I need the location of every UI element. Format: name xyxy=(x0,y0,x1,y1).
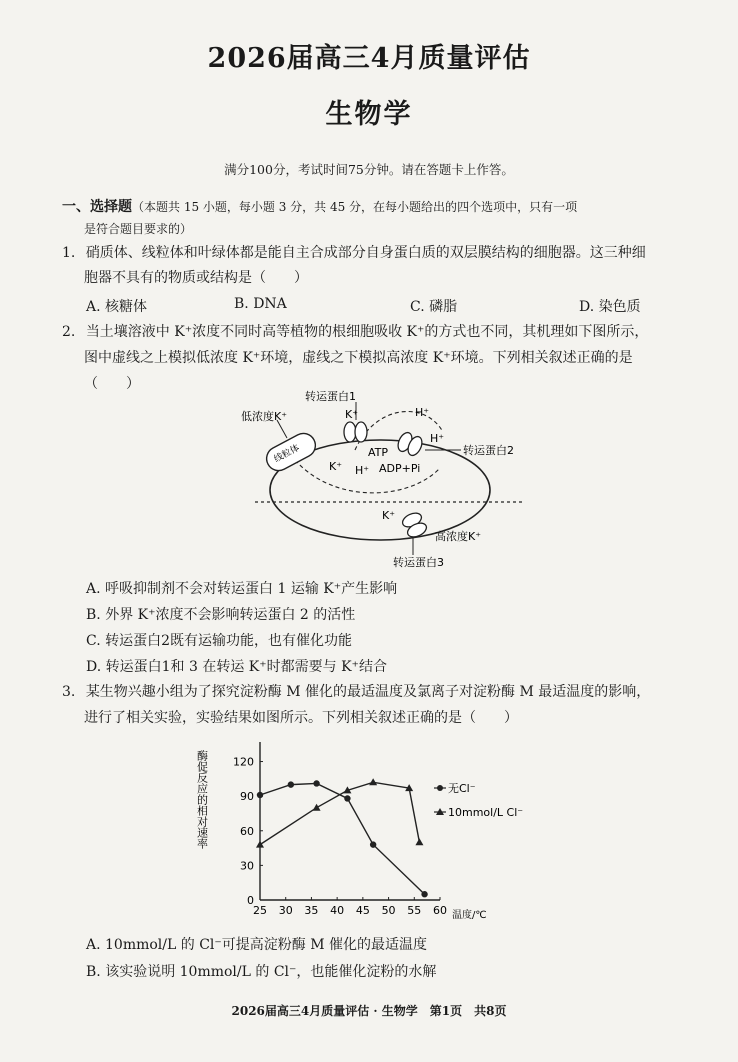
data-point-circle xyxy=(288,781,294,787)
chart-xlabel: 温度/℃ xyxy=(452,910,487,921)
data-point-triangle xyxy=(415,838,423,845)
data-point-triangle xyxy=(256,841,264,848)
data-point-triangle xyxy=(313,804,321,811)
legend-label-no-cl: 无Cl⁻ xyxy=(448,782,476,795)
x-tick-label: 45 xyxy=(355,904,370,917)
label-k-ion-2: K⁺ xyxy=(329,460,343,473)
chart-ticks xyxy=(233,756,447,917)
option-c: C. 转运蛋白2既有运输功能，也有催化功能 xyxy=(86,633,353,649)
data-point-circle xyxy=(344,795,350,801)
question-2-line3: （ ） xyxy=(84,376,140,392)
option-b: B. 该实验说明 10mmol/L 的 Cl⁻，也能催化淀粉的水解 xyxy=(86,964,437,980)
label-adp: ADP+Pi xyxy=(379,462,421,475)
section-heading xyxy=(62,197,577,217)
y-tick-label: 60 xyxy=(240,824,254,838)
data-point-circle xyxy=(370,841,376,847)
series-line-1 xyxy=(260,782,419,844)
data-point-circle xyxy=(313,780,319,786)
label-protein-2: 转运蛋白2 xyxy=(463,444,514,457)
option-b: B. DNA xyxy=(234,296,287,312)
x-tick-label: 50 xyxy=(381,904,396,917)
label-h-ion-1: H⁺ xyxy=(415,406,430,419)
option-a: A. 呼吸抑制剂不会对转运蛋白 1 运输 K⁺产生影响 xyxy=(86,581,398,597)
label-atp: ATP xyxy=(368,446,389,459)
chart-series xyxy=(256,778,428,897)
question-text: 硝质体、线粒体和叶绿体都是能自主合成部分自身蛋白质的双层膜结构的细胞器。这三种细 xyxy=(85,245,646,261)
data-point-circle xyxy=(257,792,263,798)
label-mitochondrion: 线粒体 xyxy=(272,443,302,465)
question-1 xyxy=(62,243,646,263)
question-3 xyxy=(62,682,650,702)
question-number: 2. xyxy=(62,324,76,340)
x-tick-label: 40 xyxy=(330,904,345,917)
exam-instructions: 满分100分，考试时间75分钟。请在答题卡上作答。 xyxy=(224,162,514,177)
transport-protein-1 xyxy=(344,422,367,442)
x-tick-label: 30 xyxy=(278,904,293,917)
series-line-0 xyxy=(260,783,425,894)
x-tick-label: 25 xyxy=(253,904,267,917)
chart-ylabel: 酶促反应的相对速率 xyxy=(195,750,209,849)
label-protein-3: 转运蛋白3 xyxy=(393,556,444,569)
option-d: D. 染色质 xyxy=(579,299,641,315)
question-number: 1. xyxy=(62,245,76,261)
label-low-concentration: 低浓度K⁺ xyxy=(241,410,288,423)
label-protein-1: 转运蛋白1 xyxy=(305,390,356,403)
section-desc-1: （本题共 15 小题，每小题 3 分，共 45 分，在每小题给出的四个选项中，只有一项 xyxy=(132,200,578,214)
data-point-circle xyxy=(421,891,427,897)
chart-legend xyxy=(434,782,523,819)
potassium-transport-diagram xyxy=(225,380,555,570)
legend-label-cl: 10mmol/L Cl⁻ xyxy=(448,806,524,819)
y-tick-label: 30 xyxy=(240,859,254,873)
page-footer: 2026届高三4月质量评估 · 生物学 第1页 共8页 xyxy=(231,1004,507,1018)
label-h-ion-2: H⁺ xyxy=(430,432,445,445)
label-k-ion-1: K⁺ xyxy=(345,408,359,421)
question-text: 某生物兴趣小组为了探究淀粉酶 M 催化的最适温度及氯离子对淀粉酶 M 最适温度的影响， xyxy=(85,684,651,700)
option-d: D. 转运蛋白1和 3 在转运 K⁺时都需要与 K⁺结合 xyxy=(86,659,387,675)
section-desc-2: 是符合题目要求的） xyxy=(84,222,193,236)
y-tick-label: 0 xyxy=(247,894,254,907)
option-a: A. 10mmol/L 的 Cl⁻可提高淀粉酶 M 催化的最适温度 xyxy=(86,937,428,953)
question-3-line2: 进行了相关实验，实验结果如图所示。下列相关叙述正确的是（ ） xyxy=(84,710,518,726)
option-a: A. 核糖体 xyxy=(86,299,148,315)
subject-title: 生物学 xyxy=(325,99,413,130)
option-c: C. 磷脂 xyxy=(410,299,458,315)
section-title: 一、选择题 xyxy=(62,199,132,215)
chart-axes xyxy=(260,742,440,900)
question-2 xyxy=(62,322,648,342)
data-point-triangle xyxy=(369,778,377,785)
question-number: 3. xyxy=(62,684,76,700)
label-h-ion-3: H⁺ xyxy=(355,464,370,477)
x-tick-label: 55 xyxy=(407,904,422,917)
x-tick-label: 60 xyxy=(433,904,447,917)
enzyme-rate-chart xyxy=(190,730,530,930)
transport-protein-2 xyxy=(395,430,424,457)
exam-title: 2026届高三4月质量评估 xyxy=(207,43,531,74)
label-high-concentration: 高浓度K⁺ xyxy=(435,530,482,543)
question-text: 当土壤溶液中 K⁺浓度不同时高等植物的根细胞吸收 K⁺的方式也不同，其机理如下图所示， xyxy=(85,324,649,340)
label-k-ion-3: K⁺ xyxy=(382,509,396,522)
question-1-line2: 胞器不具有的物质或结构是（ ） xyxy=(84,270,308,286)
x-tick-label: 35 xyxy=(304,904,319,917)
y-tick-label: 120 xyxy=(233,755,254,769)
option-b: B. 外界 K⁺浓度不会影响转运蛋白 2 的活性 xyxy=(86,607,356,623)
question-2-line2: 图中虚线之上模拟低浓度 K⁺环境，虚线之下模拟高浓度 K⁺环境。下列相关叙述正确的是 xyxy=(84,350,633,366)
y-tick-label: 90 xyxy=(240,790,254,804)
